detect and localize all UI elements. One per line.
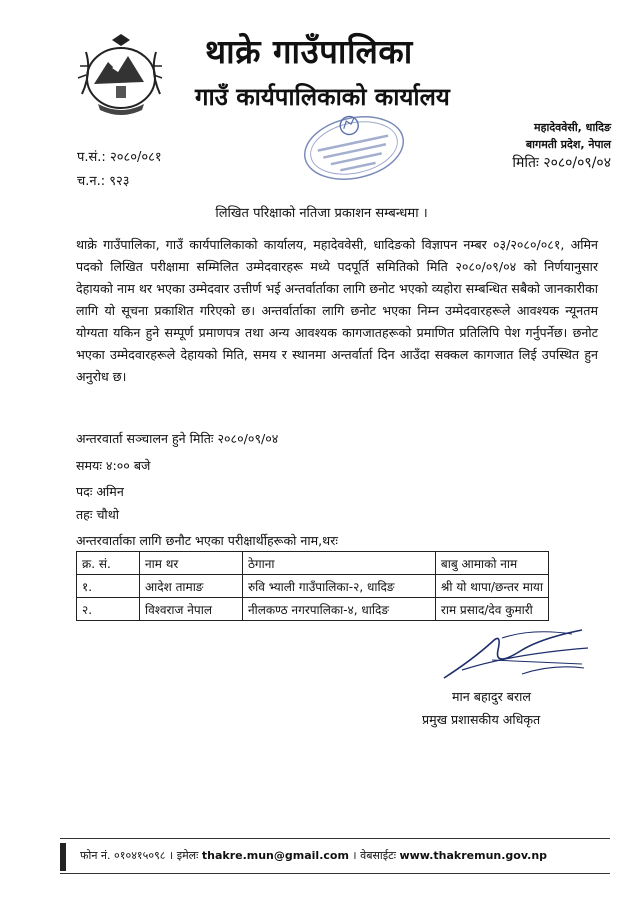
date-label: मितिः — [512, 155, 539, 171]
reference-cn — [77, 171, 130, 189]
footer-accent-bar — [60, 843, 66, 871]
table-header-row — [77, 552, 549, 575]
signer-title: प्रमुख प्रशासकीय अधिकृत — [422, 712, 541, 727]
interview-post-label: पदः — [76, 484, 93, 499]
table-cell: आदेश तामाङ — [139, 575, 242, 598]
phone-value: ०१०४१५०९८ — [114, 849, 166, 862]
table-cell: नीलकण्ठ नगरपालिका-४, धादिङ — [242, 598, 435, 621]
address-line-2: बागमती प्रदेश, नेपाल — [525, 138, 611, 151]
interview-post — [76, 483, 124, 500]
website-link[interactable]: www.thakremun.gov.np — [399, 849, 548, 862]
address-line-1: महादेववेसी, धादिङ — [534, 121, 611, 134]
column-header: बाबु आमाको नाम — [435, 552, 548, 575]
interview-date — [76, 430, 278, 447]
subject-line: लिखित परिक्षाको नतिजा प्रकाशन सम्बन्धमा । — [215, 206, 428, 221]
ps-label: प.सं.: — [77, 150, 106, 165]
table-cell: २. — [77, 598, 140, 621]
phone-label: फोन नं. — [80, 849, 111, 862]
interview-time-label: समयः — [76, 458, 102, 473]
interview-level — [76, 506, 119, 523]
candidate-table-title: अन्तरवार्ताका लागि छनौट भएका परीक्षार्थीहरूको नाम,थरः — [76, 533, 338, 548]
ps-value: २०८०/०८१ — [109, 150, 162, 165]
date-value: २०८०/०९/०४ — [543, 155, 611, 171]
notice-body — [76, 234, 598, 388]
table-cell: श्री यो थापा/छन्तर माया — [435, 575, 548, 598]
office-stamp-icon — [298, 107, 410, 189]
nepal-emblem-icon — [72, 32, 170, 118]
interview-date-value: २०८०/०९/०४ — [217, 431, 279, 446]
interview-time — [76, 457, 150, 474]
email-label: इमेलः — [176, 849, 199, 862]
signature-icon — [432, 620, 594, 686]
interview-time-value: ४:०० बजे — [105, 458, 151, 473]
notice-paragraph: थाक्रे गाउँपालिका, गाउँ कार्यपालिकाको कार्यालय, महादेववेसी, धादिङको विज्ञापन नम्बर ०३/२०८०/०८१, अमिन पदको लिखित परीक्षामा सम्मिलित उम्मेदवारहरू मध्ये पदपूर्ति समितिको मिति २०८०/०९/०४ को निर्णयानुसार देहायको नाम थर भएका उम्मेदवार उत्तीर्ण भई अन्तर्वार्ताका लागि छनोट भएको व्यहोरा सम्बन्धित सबैको जानकारीका लागि यो सूचना प्रकाशित गरिएको छ। अन्तर्वार्ताका लागि छनोट भएका निम्न उम्मेदवारहरूले आवश्यक न्यूनतम योग्यता यकिन हुने सम्पूर्ण प्रमाणपत्र तथा अन्य आवश्यक कागजातहरूको प्रमाणित प्रतिलिपि पेश गर्नुपर्नेछ। छनोट भएका उम्मेदवारहरूले देहायको मिति, समय र स्थानमा अन्तर्वार्ता दिन आउँदा सक्कल कागजात लिई उपस्थित हुन अनुरोध छ। — [76, 237, 598, 384]
column-header: नाम थर — [139, 552, 242, 575]
interview-level-value: चौथो — [96, 507, 120, 522]
reference-ps — [77, 147, 162, 165]
interview-date-label: अन्तरवार्ता सञ्चालन हुने मितिः — [76, 431, 214, 446]
website-label: वेबसाईटः — [360, 849, 396, 862]
column-header: क्र. सं. — [77, 552, 140, 575]
cn-label: च.न.: — [77, 174, 106, 189]
signer-name: मान बहादुर बराल — [452, 689, 531, 704]
office-subtitle: गाउँ कार्यपालिकाको कार्यालय — [195, 83, 450, 111]
footer-divider-bottom — [60, 873, 610, 874]
letter-date — [512, 153, 611, 172]
email-link[interactable]: thakre.mun@gmail.com — [201, 849, 349, 862]
table-cell: राम प्रसाद/देव कुमारी — [435, 598, 548, 621]
column-header: ठेगाना — [242, 552, 435, 575]
table-row — [77, 598, 549, 621]
footer-divider — [60, 838, 610, 839]
table-cell: रुवि भ्याली गाउँपालिका-२, धादिङ — [242, 575, 435, 598]
interview-post-value: अमिन — [96, 484, 124, 499]
cn-value: ९२३ — [109, 174, 130, 189]
table-cell: विश्वराज नेपाल — [139, 598, 242, 621]
footer-contact: फोन नं. ०१०४१५०९८ । इमेलः thakre.mun@gmail.com । वेबसाईटः www.thakremun.gov.np — [80, 849, 548, 862]
table-cell: १. — [77, 575, 140, 598]
table-row — [77, 575, 549, 598]
page-title: थाक्रे गाउँपालिका — [205, 32, 413, 71]
interview-level-label: तहः — [76, 507, 93, 522]
candidate-table — [76, 551, 549, 621]
